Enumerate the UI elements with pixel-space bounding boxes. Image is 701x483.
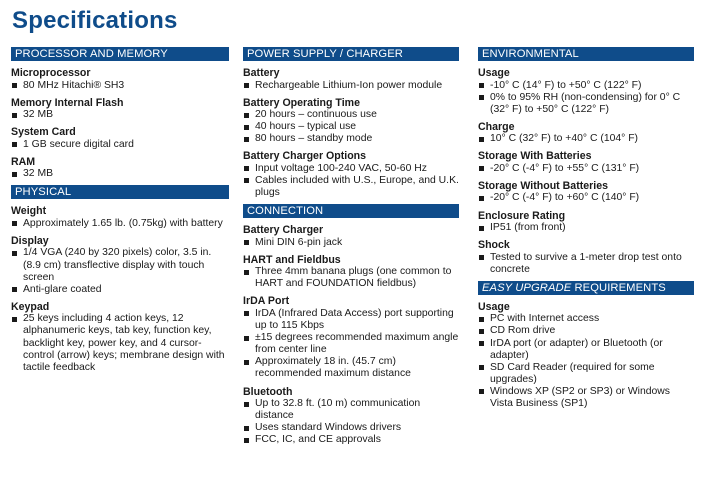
spec-heading: Charge [478,120,515,133]
spec-list [11,247,229,295]
spec-item: -20° C (-4° F) to +55° C (131° F) [478,163,694,175]
section-header [11,185,229,199]
section-header-text: REQUIREMENTS [571,281,666,294]
spec-list [478,80,694,116]
spec-item: CD Rom drive [478,325,694,337]
spec-heading: Storage With Batteries [478,150,592,163]
spec-group [11,156,229,181]
spec-item: -10° C (14° F) to +50° C (122° F) [478,80,694,92]
spec-group [11,235,229,296]
spec-group [478,67,694,116]
spec-list [243,237,459,249]
spec-heading: Usage [478,300,510,313]
spec-item: Up to 32.8 ft. (10 m) communication distance [243,398,459,422]
spec-section [478,281,694,410]
section-header-text: PROCESSOR AND MEMORY [15,48,168,60]
spec-list [11,313,229,373]
spec-list [243,80,459,92]
spec-group [243,254,459,291]
spec-group [11,97,229,122]
spec-group [478,210,694,235]
spec-item: -20° C (-4° F) to +60° C (140° F) [478,192,694,204]
spec-heading: Display [11,234,49,247]
spec-item: Windows XP (SP2 or SP3) or Windows Vista Business (SP1) [478,386,694,410]
spec-list [11,80,229,92]
spec-list [478,163,694,175]
column-3 [478,47,694,415]
spec-heading: HART and Fieldbus [243,253,341,266]
spec-item: 80 hours – standby mode [243,133,459,145]
spec-item: Three 4mm banana plugs (one common to HART and FOUNDATION fieldbus) [243,266,459,290]
section-header [11,47,229,61]
spec-group [243,386,459,447]
spec-list [11,168,229,180]
spec-item: 10° C (32° F) to +40° C (104° F) [478,133,694,145]
spec-item: 80 MHz Hitachi® SH3 [11,80,229,92]
spec-group [478,301,694,410]
spec-group [478,180,694,205]
section-header [243,47,459,61]
spec-heading: Keypad [11,300,50,313]
spec-item: 40 hours – typical use [243,121,459,133]
spec-item: 20 hours – continuous use [243,109,459,121]
spec-section [478,47,694,276]
spec-item: Uses standard Windows drivers [243,422,459,434]
section-header-text: ENVIRONMENTAL [482,48,579,60]
spec-list [478,252,694,276]
spec-list [478,222,694,234]
spec-list [11,109,229,121]
spec-group [243,295,459,380]
spec-item: Approximately 1.65 lb. (0.75kg) with battery [11,218,229,230]
spec-heading: Battery Charger Options [243,150,367,163]
section-header-italic: EASY UPGRADE [482,281,572,294]
spec-group [478,121,694,146]
spec-heading: Memory Internal Flash [11,96,124,109]
spec-list [11,139,229,151]
column-2 [243,47,459,451]
spec-heading: Usage [478,67,510,79]
column-1 [11,47,229,379]
spec-item: 32 MB [11,109,229,121]
spec-section [11,185,229,373]
spec-list [478,133,694,145]
spec-group [11,67,229,92]
spec-item: FCC, IC, and CE approvals [243,434,459,446]
spec-item: 25 keys including 4 action keys, 12 alphanumeric keys, tab key, function key, backlight key, power key, and 4 cursor-control (arrow) keys; membrane design with tactile feedback [11,313,229,373]
spec-heading: Shock [478,239,510,252]
spec-item: IrDA (Infrared Data Access) port supporting up to 115 Kbps [243,308,459,332]
section-header-text: CONNECTION [247,205,324,218]
spec-group [478,150,694,175]
section-header-text: POWER SUPPLY / CHARGER [247,48,403,60]
spec-item: SD Card Reader (required for some upgrades) [478,362,694,386]
spec-item: Anti-glare coated [11,284,229,296]
spec-item: Mini DIN 6-pin jack [243,237,459,249]
spec-list [243,308,459,381]
spec-list [243,163,459,199]
spec-group [243,97,459,146]
section-header [478,47,694,61]
spec-item: Input voltage 100-240 VAC, 50-60 Hz [243,163,459,175]
spec-item: Tested to survive a 1-meter drop test onto concrete [478,252,694,276]
section-header-text: PHYSICAL [15,186,72,199]
spec-item: 32 MB [11,168,229,180]
spec-group [243,150,459,199]
spec-item: 1 GB secure digital card [11,139,229,151]
spec-item: Rechargeable Lithium-Ion power module [243,80,459,92]
spec-heading: Storage Without Batteries [478,179,608,192]
spec-item: PC with Internet access [478,313,694,325]
spec-list [243,398,459,446]
spec-heading: Battery Operating Time [243,96,360,109]
spec-heading: Microprocessor [11,67,91,79]
spec-list [243,266,459,290]
spec-heading: Bluetooth [243,385,293,398]
spec-section [243,204,459,446]
spec-item: 0% to 95% RH (non-condensing) for 0° C (32° F) to +50° C (122° F) [478,92,694,116]
spec-list [478,313,694,410]
spec-group [11,126,229,151]
spec-group [11,205,229,230]
spec-group [243,67,459,92]
spec-section [243,47,459,199]
spec-item: IrDA port (or adapter) or Bluetooth (or adapter) [478,338,694,362]
page-title: Specifications [12,7,178,34]
section-header [243,204,459,218]
spec-item: 1/4 VGA (240 by 320 pixels) color, 3.5 in. (8.9 cm) transflective display with touch screen [11,247,229,283]
spec-item: IP51 (from front) [478,222,694,234]
spec-group [478,239,694,276]
section-header [478,281,694,295]
spec-list [11,218,229,230]
spec-heading: Battery Charger [243,224,324,237]
spec-heading: RAM [11,155,36,168]
spec-heading: IrDA Port [243,295,290,308]
spec-item: Cables included with U.S., Europe, and U.K. plugs [243,175,459,199]
spec-heading: Enclosure Rating [478,209,566,222]
spec-group [243,224,459,249]
spec-list [243,109,459,145]
spec-group [11,301,229,374]
spec-list [478,192,694,204]
spec-section [11,47,229,180]
spec-heading: System Card [11,126,76,139]
spec-item: Approximately 18 in. (45.7 cm) recommended maximum distance [243,356,459,380]
spec-heading: Weight [11,205,47,218]
spec-item: ±15 degrees recommended maximum angle from center line [243,332,459,356]
spec-heading: Battery [243,67,280,79]
